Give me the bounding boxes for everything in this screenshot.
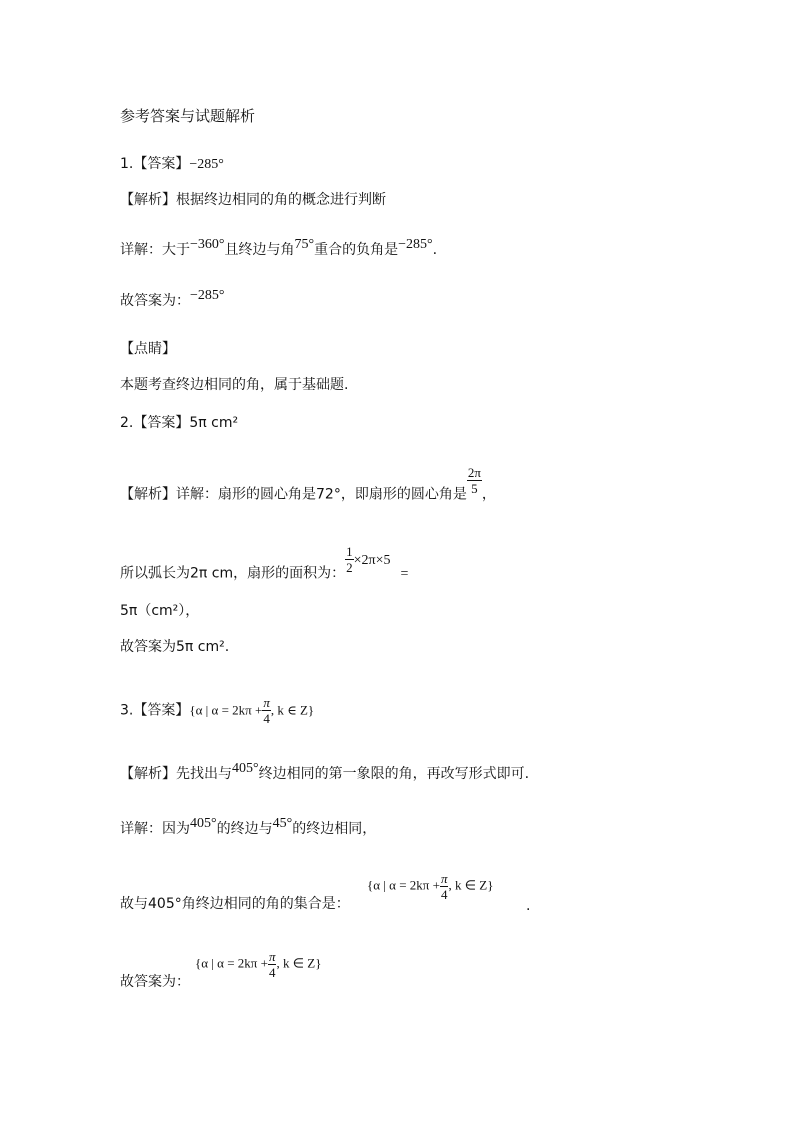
q3-set-denominator: 4 (263, 711, 270, 726)
q2-answer-line (120, 414, 238, 432)
q1-detail-value-1: −360° (190, 237, 225, 252)
q2-area-numerator: 1 (346, 544, 353, 559)
q1-detail-text-a: 详解：大于 (120, 242, 190, 258)
q1-note-head: 【点睛】 (120, 341, 176, 357)
q1-answer-value: −285° (189, 157, 224, 172)
q2-arc-text: 所以弧长为2π cm，扇形的面积为： (120, 565, 346, 582)
q3-conclusion-set (195, 950, 321, 979)
q2-angle-numerator: 2π (467, 465, 481, 480)
q3-detail-value-2: 45° (272, 816, 293, 831)
q2-angle-denominator: 5 (471, 481, 478, 496)
q3-set-expr-numerator: π (440, 871, 448, 886)
q3-conclusion-set-text-a: {α | α = 2kπ + (195, 955, 268, 971)
q1-conclusion-value: −285° (190, 288, 225, 303)
q2-answer-value: 5π cm² (189, 415, 239, 431)
q3-conclusion: 故答案为： (120, 974, 190, 990)
q3-set-line-text: 故与405°角终边相同的角的集合是： (120, 896, 350, 912)
q1-answer-line (120, 155, 224, 174)
q2-answer-prefix: 2.【答案】 (120, 415, 190, 431)
q3-detail-text-b: 的终边与 (216, 821, 273, 837)
q3-set-text-b: , k ∈ Z} (270, 702, 315, 718)
q3-detail (120, 816, 377, 839)
q3-set-expression (367, 872, 493, 901)
q3-set-expr-text-b: , k ∈ Z} (448, 877, 494, 893)
q3-detail-text-a: 详解：因为 (120, 821, 190, 837)
q1-conclusion-prefix: 故答案为： (120, 293, 190, 309)
q3-detail-value-1: 405° (190, 816, 217, 831)
q2-conclusion: 故答案为5π cm². (120, 639, 230, 655)
q3-analysis-text-b: 终边相同的第一象限的角，再改写形式即可. (258, 766, 530, 782)
q2-equals-sign: = (400, 566, 409, 582)
q2-area-fraction (345, 545, 354, 574)
q1-analysis: 【解析】根据终边相同的角的概念进行判断 (120, 192, 386, 208)
q1-conclusion (120, 288, 225, 311)
q2-angle-fraction (467, 466, 482, 495)
q3-set-numerator: π (263, 695, 270, 710)
q3-conclusion-denominator: 4 (268, 965, 276, 980)
q3-detail-text-c: 的终边相同， (292, 821, 377, 837)
q1-detail-value-3: −285° (398, 237, 433, 252)
q2-area-result: 5π（cm²）， (120, 603, 200, 619)
q1-detail-period: . (432, 242, 438, 258)
q3-analysis-text-a: 【解析】先找出与 (120, 766, 232, 782)
q3-answer-line (120, 696, 314, 725)
q2-area-expression: ×2π×5 (353, 552, 391, 568)
q3-set-text-a: {α | α = 2kπ + (189, 702, 263, 718)
q3-analysis (120, 761, 530, 784)
q1-answer-prefix: 1.【答案】 (120, 156, 190, 172)
q3-set-line-end: . (526, 898, 531, 914)
q3-answer-prefix: 3.【答案】 (120, 702, 190, 719)
page-title: 参考答案与试题解析 (120, 107, 256, 125)
q3-analysis-value: 405° (232, 761, 259, 776)
q2-arc-line (120, 544, 409, 588)
q1-detail (120, 237, 438, 260)
q3-set-expr-text-a: {α | α = 2kπ + (367, 877, 440, 893)
q3-set-fraction (262, 696, 271, 725)
q2-area-denominator: 2 (346, 560, 353, 575)
q1-detail-text-b: 且终边与角 (224, 242, 295, 258)
q3-set-expr-denominator: 4 (440, 887, 448, 902)
q3-set-line (120, 895, 350, 913)
q2-analysis-comma: ， (481, 486, 496, 503)
q1-note-text: 本题考查终边相同的角，属于基础题. (120, 377, 349, 393)
q3-conclusion-set-text-b: , k ∈ Z} (276, 955, 322, 971)
q1-detail-value-2: 75° (294, 237, 315, 252)
q3-conclusion-numerator: π (268, 949, 276, 964)
q1-detail-text-c: 重合的负角是 (314, 242, 399, 258)
q2-analysis-text: 【解析】详解：扇形的圆心角是72°，即扇形的圆心角是 (120, 486, 467, 503)
